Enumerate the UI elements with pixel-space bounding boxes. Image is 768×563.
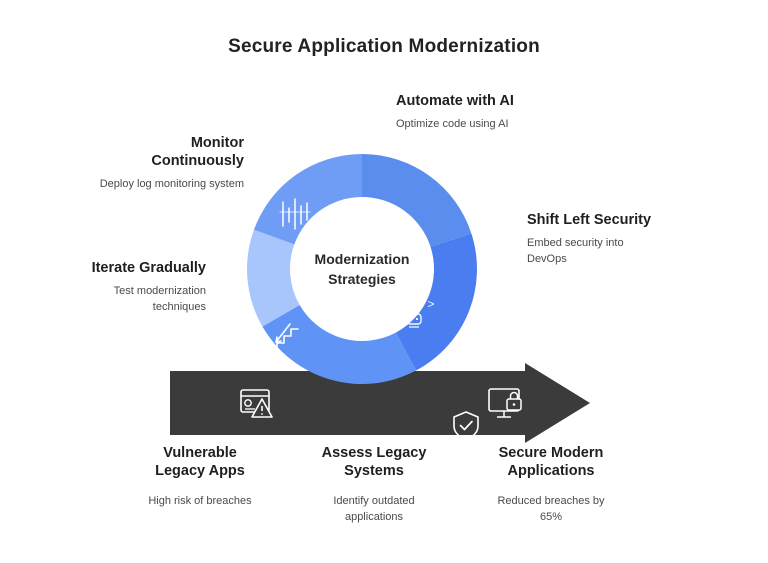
label-title: Iterate Gradually xyxy=(91,260,206,276)
label-desc-line-2: 65% xyxy=(539,511,563,524)
donut-segment-automate xyxy=(362,154,471,247)
page-title: Secure Application Modernization xyxy=(228,36,540,57)
donut-segment-monitor xyxy=(254,154,362,244)
donut-segment-shiftleft xyxy=(396,233,477,370)
label-desc: Embed security into DevOps xyxy=(527,237,624,266)
label-desc: Test modernization techniques xyxy=(113,285,206,314)
label-title-line-2: Applications xyxy=(507,463,595,480)
center-line-1: Modernization xyxy=(314,250,410,267)
label-title-line-2: Systems xyxy=(344,463,404,480)
label-vulnerable-legacy-apps xyxy=(110,444,290,510)
label-assess-legacy-systems xyxy=(294,444,454,526)
label-desc: High risk of breaches xyxy=(148,495,252,508)
label-iterate-gradually xyxy=(64,259,206,316)
label-title: Automate with AI xyxy=(396,93,514,109)
donut-segment-assess xyxy=(262,305,416,384)
label-title-line-1: Monitor xyxy=(190,135,244,151)
label-desc: Optimize code using AI xyxy=(396,118,509,131)
label-automate-with-ai xyxy=(396,92,576,133)
svg-text:</>: </> xyxy=(413,298,435,312)
label-title-line-2: Continuously xyxy=(151,153,244,170)
label-shift-left-security xyxy=(527,211,697,268)
label-title-line-1: Secure Modern xyxy=(498,445,604,461)
label-desc-line-1: Identify outdated xyxy=(333,495,415,508)
label-desc-line-1: Reduced breaches by xyxy=(497,495,605,508)
label-desc-line-2: applications xyxy=(344,511,404,524)
label-secure-modern-applications xyxy=(468,444,634,526)
label-title-line-1: Assess Legacy xyxy=(321,445,427,461)
label-title-line-1: Vulnerable xyxy=(163,445,237,461)
svg-text:</>: </> xyxy=(414,520,433,531)
label-title: Shift Left Security xyxy=(527,212,652,228)
label-title-line-2: Legacy Apps xyxy=(155,463,245,480)
label-monitor-continuously xyxy=(84,134,244,193)
label-desc: Deploy log monitoring system xyxy=(99,178,244,191)
center-line-2: Strategies xyxy=(328,271,396,287)
